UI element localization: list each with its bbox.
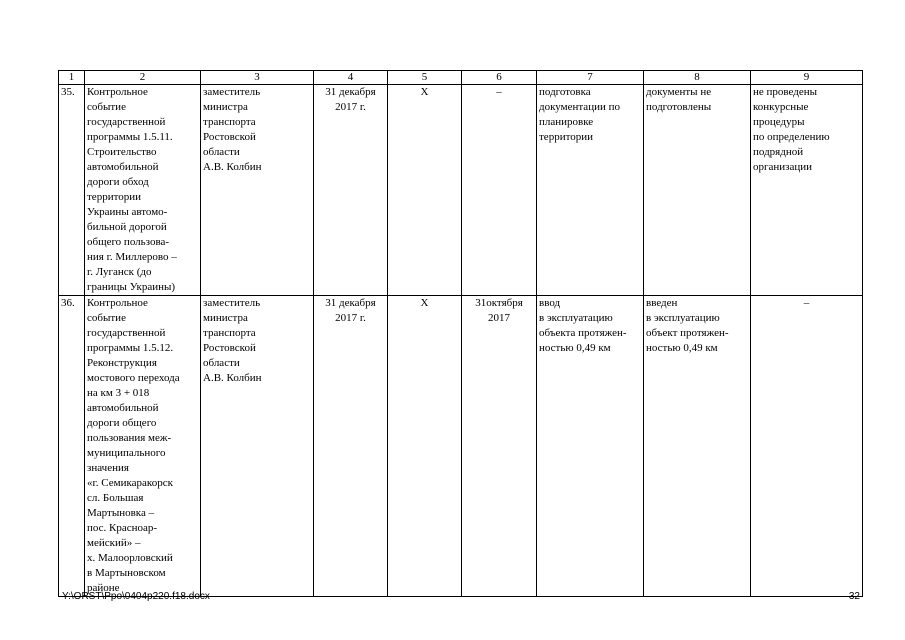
responsible-cell: заместитель министра транспорта Ростовской области А.В. Колбин [201, 85, 314, 296]
planned-date-cell: 31 декабря 2017 г. [314, 85, 388, 296]
header-cell: 8 [644, 71, 751, 85]
row-number: 35. [59, 85, 85, 296]
planned-result-cell: ввод в эксплуатацию объекта протяжен- ностью 0,49 км [537, 296, 644, 597]
actual-date-cell: – [462, 85, 537, 296]
header-cell: 5 [388, 71, 462, 85]
header-cell: 7 [537, 71, 644, 85]
page-number: 32 [848, 591, 860, 602]
responsible-cell: заместитель министра транспорта Ростовской области А.В. Колбин [201, 296, 314, 597]
actual-result-cell: введен в эксплуатацию объект протяжен- ностью 0,49 км [644, 296, 751, 597]
header-cell: 6 [462, 71, 537, 85]
actual-result-cell: документы не подготовлены [644, 85, 751, 296]
table-row [59, 85, 863, 296]
footer-file-path: Y:\ORST\Ppo\0404p220.f18.docx [62, 591, 210, 602]
header-row [59, 71, 863, 85]
col5-cell: Х [388, 296, 462, 597]
actual-date-cell: 31октября 2017 [462, 296, 537, 597]
reasons-cell: не проведены конкурсные процедуры по определению подрядной организации [751, 85, 863, 296]
col5-cell: Х [388, 85, 462, 296]
header-cell: 1 [59, 71, 85, 85]
control-event-cell: Контрольное событие государственной программы 1.5.12. Реконструкция мостового перехода на км 3 + 018 автомобильной дороги общего пользования меж- муниципального значения «г. Семикаракорск сл. Большая Мартыновка – пос. Красноар- мейский» – х. Малоорловский в Мартыновском районе [85, 296, 201, 597]
header-cell: 2 [85, 71, 201, 85]
planned-date-cell: 31 декабря 2017 г. [314, 296, 388, 597]
reasons-cell: – [751, 296, 863, 597]
row-number: 36. [59, 296, 85, 597]
header-cell: 4 [314, 71, 388, 85]
control-event-cell: Контрольное событие государственной программы 1.5.11. Строительство автомобильной дороги обход территории Украины автомо- бильной дорогой общего пользова- ния г. Миллерово – г. Луганск (до границы Украины) [85, 85, 201, 296]
planned-result-cell: подготовка документации по планировке территории [537, 85, 644, 296]
header-cell: 3 [201, 71, 314, 85]
header-cell: 9 [751, 71, 863, 85]
report-table [58, 70, 863, 597]
table-row [59, 296, 863, 597]
